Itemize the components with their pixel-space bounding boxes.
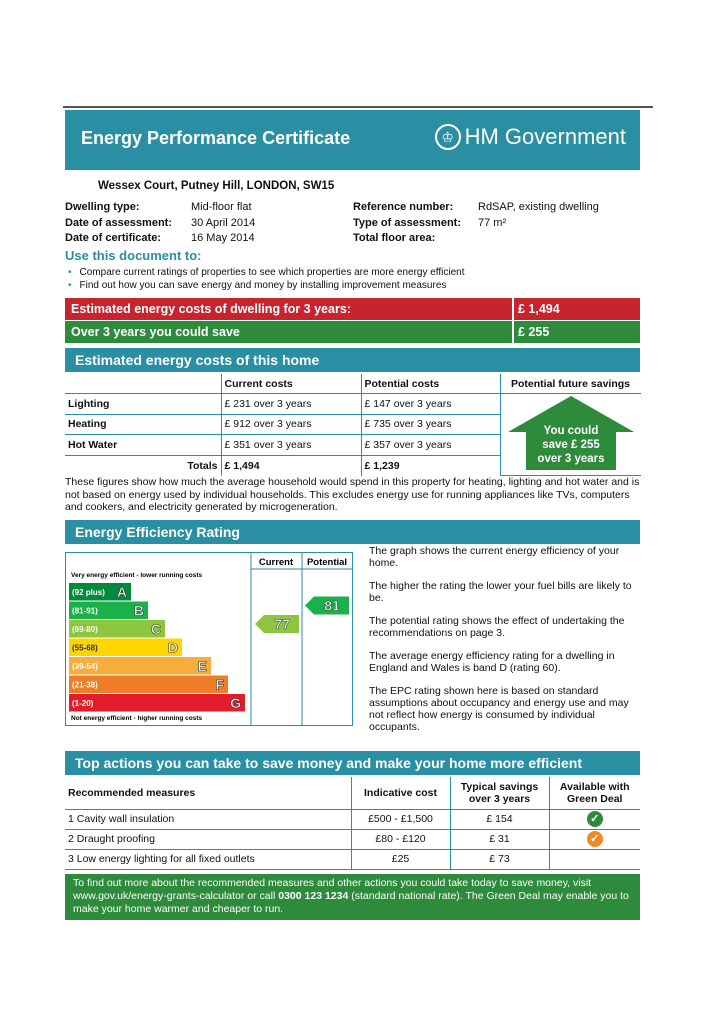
estimated-costs-label: Estimated energy costs of dwelling for 3 years: bbox=[71, 302, 351, 316]
reference-label: Reference number: bbox=[353, 201, 454, 213]
actions-header-savings: Typical savings over 3 years bbox=[450, 777, 549, 809]
details-left-values bbox=[191, 200, 255, 247]
totals-label: Totals bbox=[187, 459, 218, 472]
row-potential: £ 357 over 3 years bbox=[361, 435, 500, 456]
crest-icon: ♔ bbox=[435, 124, 461, 150]
use-document-title: Use this document to: bbox=[65, 248, 202, 263]
certificate-date-value: 16 May 2014 bbox=[191, 232, 255, 244]
footer-text-1: To find out more about the recommended measures and other actions you could take today to save money, visit www.gov.uk/energy-grants-calculator or call bbox=[73, 877, 592, 902]
orange-check-icon: ✓ bbox=[587, 831, 603, 847]
page-title: Energy Performance Certificate bbox=[81, 128, 351, 148]
row-name: Lighting bbox=[65, 394, 221, 415]
costs-header-current: Current costs bbox=[221, 374, 361, 394]
header-banner bbox=[65, 110, 640, 170]
savings-arrow bbox=[504, 394, 638, 472]
costs-section-header bbox=[65, 348, 640, 372]
details-right-values bbox=[478, 200, 599, 231]
costs-table bbox=[65, 374, 641, 476]
use-document-item: • Find out how you can save energy and money by installing improvement measures bbox=[68, 279, 465, 292]
savings-arrow-line2: save £ 255 bbox=[541, 439, 600, 451]
savings-label: Over 3 years you could save bbox=[71, 325, 240, 339]
eer-bottom-note: Not energy efficient - higher running costs bbox=[71, 715, 203, 722]
green-deal-cell bbox=[549, 849, 640, 869]
savings-arrow-line3: over 3 years bbox=[536, 453, 605, 465]
action-saving: £ 154 bbox=[450, 809, 549, 829]
property-address: Wessex Court, Putney Hill, LONDON, SW15 bbox=[98, 180, 335, 192]
eer-text-paragraph: The EPC rating shown here is based on standard assumptions about occupancy and energy use and may not reflect how energy is consumed by individual occupants. bbox=[369, 685, 629, 733]
action-cost: £500 - £1,500 bbox=[351, 809, 450, 829]
actions-header-cost: Indicative cost bbox=[351, 777, 450, 809]
totals-potential: £ 1,239 bbox=[361, 455, 500, 476]
costs-section-title: Estimated energy costs of this home bbox=[75, 352, 320, 368]
row-current: £ 912 over 3 years bbox=[221, 414, 361, 435]
eer-band-letter: G bbox=[230, 695, 241, 711]
details-right bbox=[353, 200, 461, 247]
assessment-type-label: Type of assessment: bbox=[353, 216, 462, 229]
costs-header-potential: Potential costs bbox=[361, 374, 500, 394]
green-deal-cell bbox=[549, 809, 640, 829]
action-measure: 3 Low energy lighting for all fixed outlets bbox=[65, 849, 351, 869]
details-left bbox=[65, 200, 172, 247]
action-saving: £ 31 bbox=[450, 829, 549, 849]
eer-section-title: Energy Efficiency Rating bbox=[75, 524, 240, 540]
potential-rating-value: 81 bbox=[324, 597, 340, 614]
totals-current: £ 1,494 bbox=[221, 455, 361, 476]
actions-table bbox=[65, 777, 640, 870]
eer-col-potential: Potential bbox=[306, 557, 348, 568]
table-row bbox=[65, 394, 641, 415]
eer-band-range: (1-20) bbox=[72, 699, 94, 708]
eer-col-current: Current bbox=[258, 557, 294, 568]
eer-band-range: (39-54) bbox=[72, 662, 98, 671]
footer-text-2: (standard national rate). The Green Deal may enable you to make your home warmer and cheaper to run. bbox=[73, 890, 629, 915]
action-measure: 1 Cavity wall insulation bbox=[65, 809, 351, 829]
assessment-date-label: Date of assessment: bbox=[65, 216, 172, 229]
use-document-list bbox=[68, 266, 465, 292]
eer-text-paragraph: The graph shows the current energy efficiency of your home. bbox=[369, 545, 620, 569]
table-row bbox=[65, 849, 640, 869]
dwelling-type-label: Dwelling type: bbox=[65, 201, 140, 213]
row-name: Heating bbox=[65, 414, 221, 435]
government-label: HM Government bbox=[464, 124, 626, 149]
savings-bar bbox=[65, 321, 640, 343]
table-row bbox=[65, 829, 640, 849]
current-rating-value: 77 bbox=[274, 616, 290, 632]
eer-text-paragraph: The average energy efficiency rating for a dwelling in England and Wales is band D (rating 60). bbox=[369, 650, 615, 674]
costs-note: These figures show how much the average household would spend in this property for heating, lighting and hot water and is not based on energy used by individual households. This excludes energy use for running appliances like TVs, computers and cookers, and electricity generated by microgeneration. bbox=[65, 476, 640, 513]
eer-band-letter: C bbox=[150, 621, 161, 637]
action-saving: £ 73 bbox=[450, 849, 549, 869]
eer-band-letter: B bbox=[133, 602, 144, 619]
row-current: £ 351 over 3 years bbox=[221, 435, 361, 456]
floor-area-value: 77 m² bbox=[478, 216, 507, 229]
assessment-date-value: 30 April 2014 bbox=[191, 216, 256, 229]
eer-band-letter: E bbox=[197, 658, 207, 674]
action-cost: £25 bbox=[351, 849, 450, 869]
eer-band-g bbox=[69, 694, 245, 712]
hm-government-logo bbox=[435, 124, 626, 150]
eer-band-range: (69-80) bbox=[72, 625, 98, 634]
costs-header-blank bbox=[65, 374, 221, 394]
floor-area-label: Total floor area: bbox=[353, 232, 436, 244]
estimated-costs-value: £ 1,494 bbox=[518, 302, 560, 316]
eer-band-letter: F bbox=[215, 676, 224, 693]
actions-section-title: Top actions you can take to save money and make your home more efficient bbox=[75, 755, 582, 771]
eer-band-range: (81-91) bbox=[72, 606, 98, 616]
eer-band-letter: A bbox=[116, 584, 127, 600]
actions-section-header bbox=[65, 751, 640, 775]
costs-header-savings: Potential future savings bbox=[500, 374, 641, 394]
use-document-item: • Compare current ratings of properties to see which properties are more energy efficient bbox=[68, 266, 465, 279]
top-rule bbox=[63, 106, 653, 108]
dwelling-type-value: Mid-floor flat bbox=[191, 201, 252, 213]
eer-band-range: (55-68) bbox=[72, 643, 98, 653]
savings-value: £ 255 bbox=[518, 325, 550, 339]
footer-phone: 0300 123 1234 bbox=[278, 890, 349, 902]
table-row bbox=[65, 809, 640, 829]
eer-explanation bbox=[369, 545, 641, 744]
savings-arrow-line1: You could bbox=[543, 425, 598, 437]
savings-arrow-cell bbox=[500, 394, 641, 476]
eer-band-range: (92 plus) bbox=[72, 588, 105, 597]
row-potential: £ 147 over 3 years bbox=[361, 394, 500, 415]
actions-header-green-deal: Available with Green Deal bbox=[549, 777, 640, 809]
footer-box bbox=[65, 874, 640, 920]
eer-top-note: Very energy efficient - lower running costs bbox=[71, 572, 203, 579]
eer-band-range: (21-38) bbox=[72, 680, 98, 690]
certificate-date-label: Date of certificate: bbox=[65, 232, 161, 244]
actions-header-measures: Recommended measures bbox=[65, 777, 351, 809]
row-name: Hot Water bbox=[65, 435, 221, 456]
assessment-type-value: RdSAP, existing dwelling bbox=[478, 201, 599, 213]
eer-section-header bbox=[65, 520, 640, 544]
eer-text-paragraph: The potential rating shows the effect of undertaking the recommendations on page 3. bbox=[369, 615, 625, 639]
eer-chart bbox=[65, 552, 353, 726]
action-cost: £80 - £120 bbox=[351, 829, 450, 849]
green-deal-cell bbox=[549, 829, 640, 849]
green-check-icon: ✓ bbox=[587, 811, 603, 827]
action-measure: 2 Draught proofing bbox=[65, 829, 351, 849]
row-current: £ 231 over 3 years bbox=[221, 394, 361, 415]
eer-text-paragraph: The higher the rating the lower your fuel bills are likely to be. bbox=[369, 580, 632, 604]
eer-band-letter: D bbox=[167, 639, 178, 656]
row-potential: £ 735 over 3 years bbox=[361, 414, 500, 435]
estimated-costs-bar bbox=[65, 298, 640, 320]
